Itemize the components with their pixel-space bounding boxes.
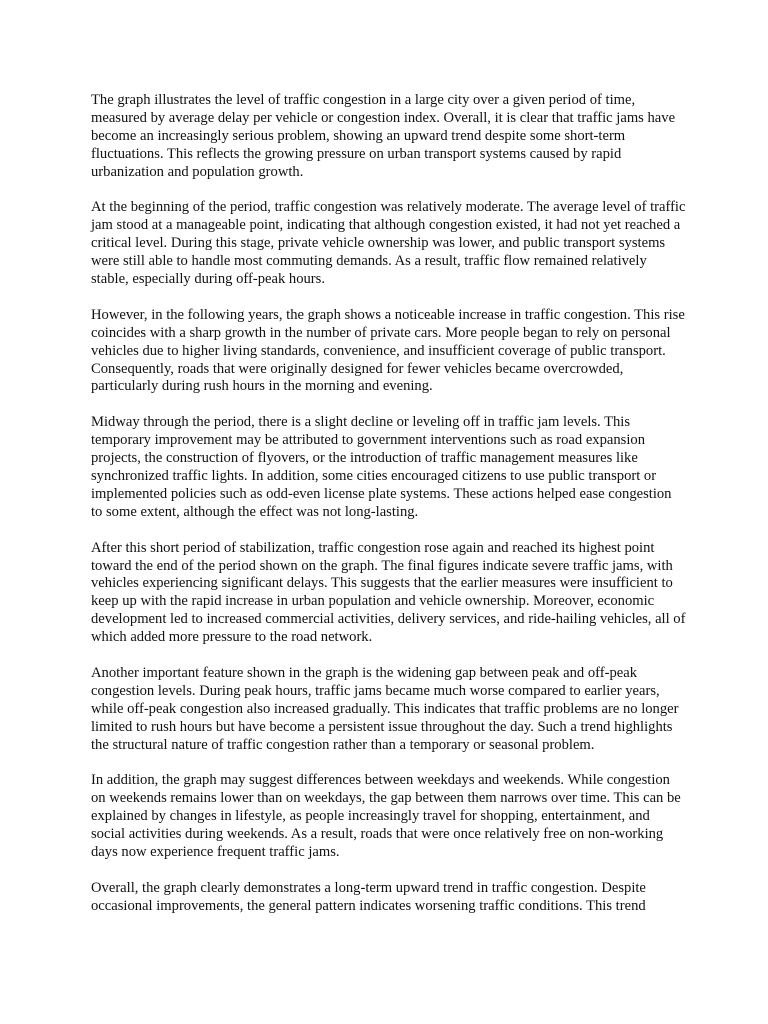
paragraph-7: In addition, the graph may suggest differences between weekdays and weekends. While congestion on weekends remains lower than on weekdays, the gap between them narrows over time. This can be explained by changes in lifestyle, as people increasingly travel for shopping, entertainment, and social activities during weekends. As a result, roads that were once relatively free on non-working days now experience frequent traffic jams. [91,772,681,860]
paragraph-1: The graph illustrates the level of traffic congestion in a large city over a given period of time, measured by average delay per vehicle or congestion index. Overall, it is clear that traffic jams have become an increasingly serious problem, showing an upward trend despite some short-term fluctuations. This reflects the growing pressure on urban transport systems caused by rapid urbanization and population growth. [91,92,676,180]
paragraph-4: Midway through the period, there is a slight decline or leveling off in traffic jam levels. This temporary improvement may be attributed to government interventions such as road expansion projects, the construction of flyovers, or the introduction of traffic management measures like synchronized traffic lights. In addition, some cities encouraged citizens to use public transport or implemented policies such as odd-even license plate systems. These actions helped ease congestion to some extent, although the effect was not long-lasting. [91,414,672,520]
paragraph-5: After this short period of stabilization, traffic congestion rose again and reached its highest point toward the end of the period shown on the graph. The final figures indicate severe traffic jams, with vehicles experiencing significant delays. This suggests that the earlier measures were insufficient to keep up with the rapid increase in urban population and vehicle ownership. Moreover, economic development led to increased commercial activities, delivery services, and ride-hailing vehicles, all of which added more pressure to the road network. [91,539,686,646]
paragraph-6: Another important feature shown in the graph is the widening gap between peak and off-peak congestion levels. During peak hours, traffic jams became much worse compared to earlier years, while off-peak congestion also increased gradually. This indicates that traffic problems are no longer limited to rush hours but have become a persistent issue throughout the day. Such a trend highlights the structural nature of traffic congestion rather than a temporary or seasonal problem. [91,664,679,753]
paragraph-3: However, in the following years, the graph shows a noticeable increase in traffic congestion. This rise coincides with a sharp growth in the number of private cars. More people began to rely on personal vehicles due to higher living standards, convenience, and insufficient coverage of public transport. Consequently, roads that were originally designed for fewer vehicles became overcrowded, particularly during rush hours in the morning and evening. [91,306,685,395]
document-body [91,92,686,933]
paragraph-8: Overall, the graph clearly demonstrates a long-term upward trend in traffic congestion. Despite occasional improvements, the general pattern indicates worsening traffic conditions. This trend [91,879,646,914]
paragraph-2: At the beginning of the period, traffic congestion was relatively moderate. The average level of traffic jam stood at a manageable point, indicating that although congestion existed, it had not yet reached a critical level. During this stage, private vehicle ownership was lower, and public transport systems were still able to handle most commuting demands. As a result, traffic flow remained relatively stable, especially during off-peak hours. [91,199,686,288]
